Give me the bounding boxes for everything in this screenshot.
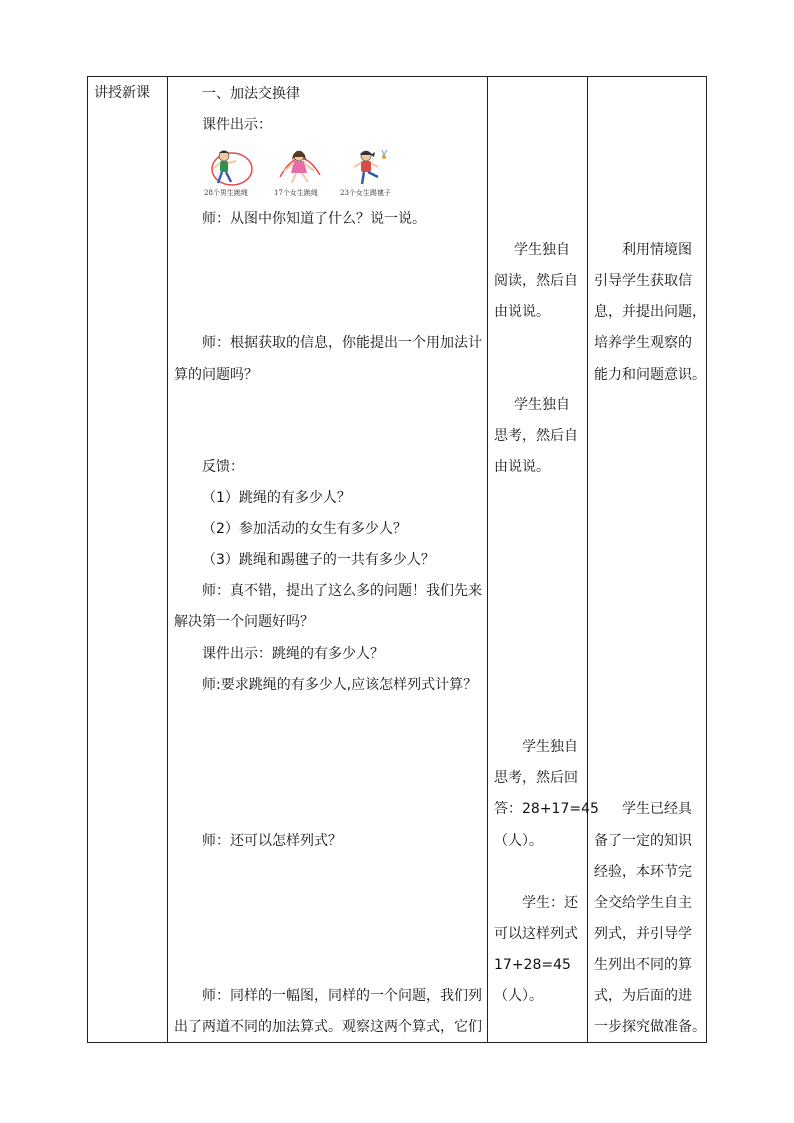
girl-jump-rope-figure xyxy=(272,147,328,189)
courseware-show-label: 课件出示： xyxy=(202,117,272,133)
design-intent-line: 生列出不同的算 xyxy=(594,957,692,973)
teacher-question: 算的问题吗？ xyxy=(174,367,258,383)
student-response: 思考，然后自 xyxy=(494,428,578,444)
design-intent-line: 能力和问题意识。 xyxy=(594,367,706,383)
section-label: 讲授新课 xyxy=(94,85,150,101)
design-intent-line: 引导学生获取信 xyxy=(594,273,692,289)
teacher-question: 师：从图中你知道了什么？说一说。 xyxy=(202,211,426,227)
student-response: 由说说。 xyxy=(494,459,550,475)
design-intent-line: 全交给学生自主 xyxy=(594,895,692,911)
section-heading: 一、加法交换律 xyxy=(202,86,300,102)
student-response: 学生独自 xyxy=(514,242,570,258)
design-intent-line: 利用情境图 xyxy=(622,242,692,258)
teacher-remark: 师：同样的一幅图，同样的一个问题，我们列 xyxy=(202,988,482,1004)
situation-illustration xyxy=(202,147,402,199)
design-intent-line: 培养学生观察的 xyxy=(594,335,692,351)
illustration-caption: 23个女生踢毽子 xyxy=(340,189,391,197)
student-response: 学生独自 xyxy=(522,739,578,755)
design-intent-line: 学生已经具 xyxy=(622,801,692,817)
feedback-item: （1）跳绳的有多少人？ xyxy=(202,490,351,506)
student-response: 阅读，然后自 xyxy=(494,273,578,289)
section-cell xyxy=(88,77,167,1042)
design-intent-line: 列式，并引导学 xyxy=(594,926,692,942)
design-intent-line: 经验，本环节完 xyxy=(594,864,692,880)
teacher-question: 师：根据获取的信息，你能提出一个用加法计 xyxy=(202,335,482,351)
student-activity-cell xyxy=(488,77,599,1042)
teacher-remark: 出了两道不同的加法算式。观察这两个算式，它们 xyxy=(174,1019,482,1035)
feedback-label: 反馈： xyxy=(202,459,244,475)
illustration-caption: 17个女生跳绳 xyxy=(274,189,318,197)
feedback-item: （2）参加活动的女生有多少人？ xyxy=(202,521,407,537)
teacher-question: 师：还可以怎样列式？ xyxy=(202,833,342,849)
boy-jump-rope-figure xyxy=(202,147,258,189)
design-intent-line: 式，为后面的进 xyxy=(594,988,692,1004)
illustration-caption: 28个男生跳绳 xyxy=(204,189,248,197)
feedback-item: （3）跳绳和踢毽子的一共有多少人？ xyxy=(202,552,435,568)
student-response: 思考，然后回 xyxy=(494,770,578,786)
teacher-remark: 师：真不错，提出了这么多的问题！我们先来 xyxy=(202,583,482,599)
student-response: 答：28+17=45 xyxy=(494,801,599,817)
courseware-show-line: 课件出示：跳绳的有多少人？ xyxy=(202,646,384,662)
teacher-activity-cell xyxy=(168,77,487,1042)
student-response: 学生独自 xyxy=(514,397,570,413)
teacher-question: 师:要求跳绳的有多少人,应该怎样列式计算？ xyxy=(202,677,478,693)
design-intent-line: 息，并提出问题， xyxy=(594,304,706,320)
design-intent-line: 一步探究做准备。 xyxy=(594,1019,706,1035)
design-intent-cell xyxy=(588,77,706,1042)
girl-shuttlecock-figure xyxy=(342,147,398,189)
student-response: 可以这样列式 xyxy=(494,926,578,942)
student-response: （人）。 xyxy=(494,988,543,1004)
teacher-remark: 解决第一个问题好吗？ xyxy=(174,614,314,630)
lesson-table xyxy=(87,76,707,1043)
student-response: 学生：还 xyxy=(522,895,578,911)
student-response: 由说说。 xyxy=(494,304,550,320)
design-intent-line: 备了一定的知识 xyxy=(594,833,692,849)
student-response: 17+28=45 xyxy=(494,957,571,973)
student-response: （人）。 xyxy=(494,833,543,849)
